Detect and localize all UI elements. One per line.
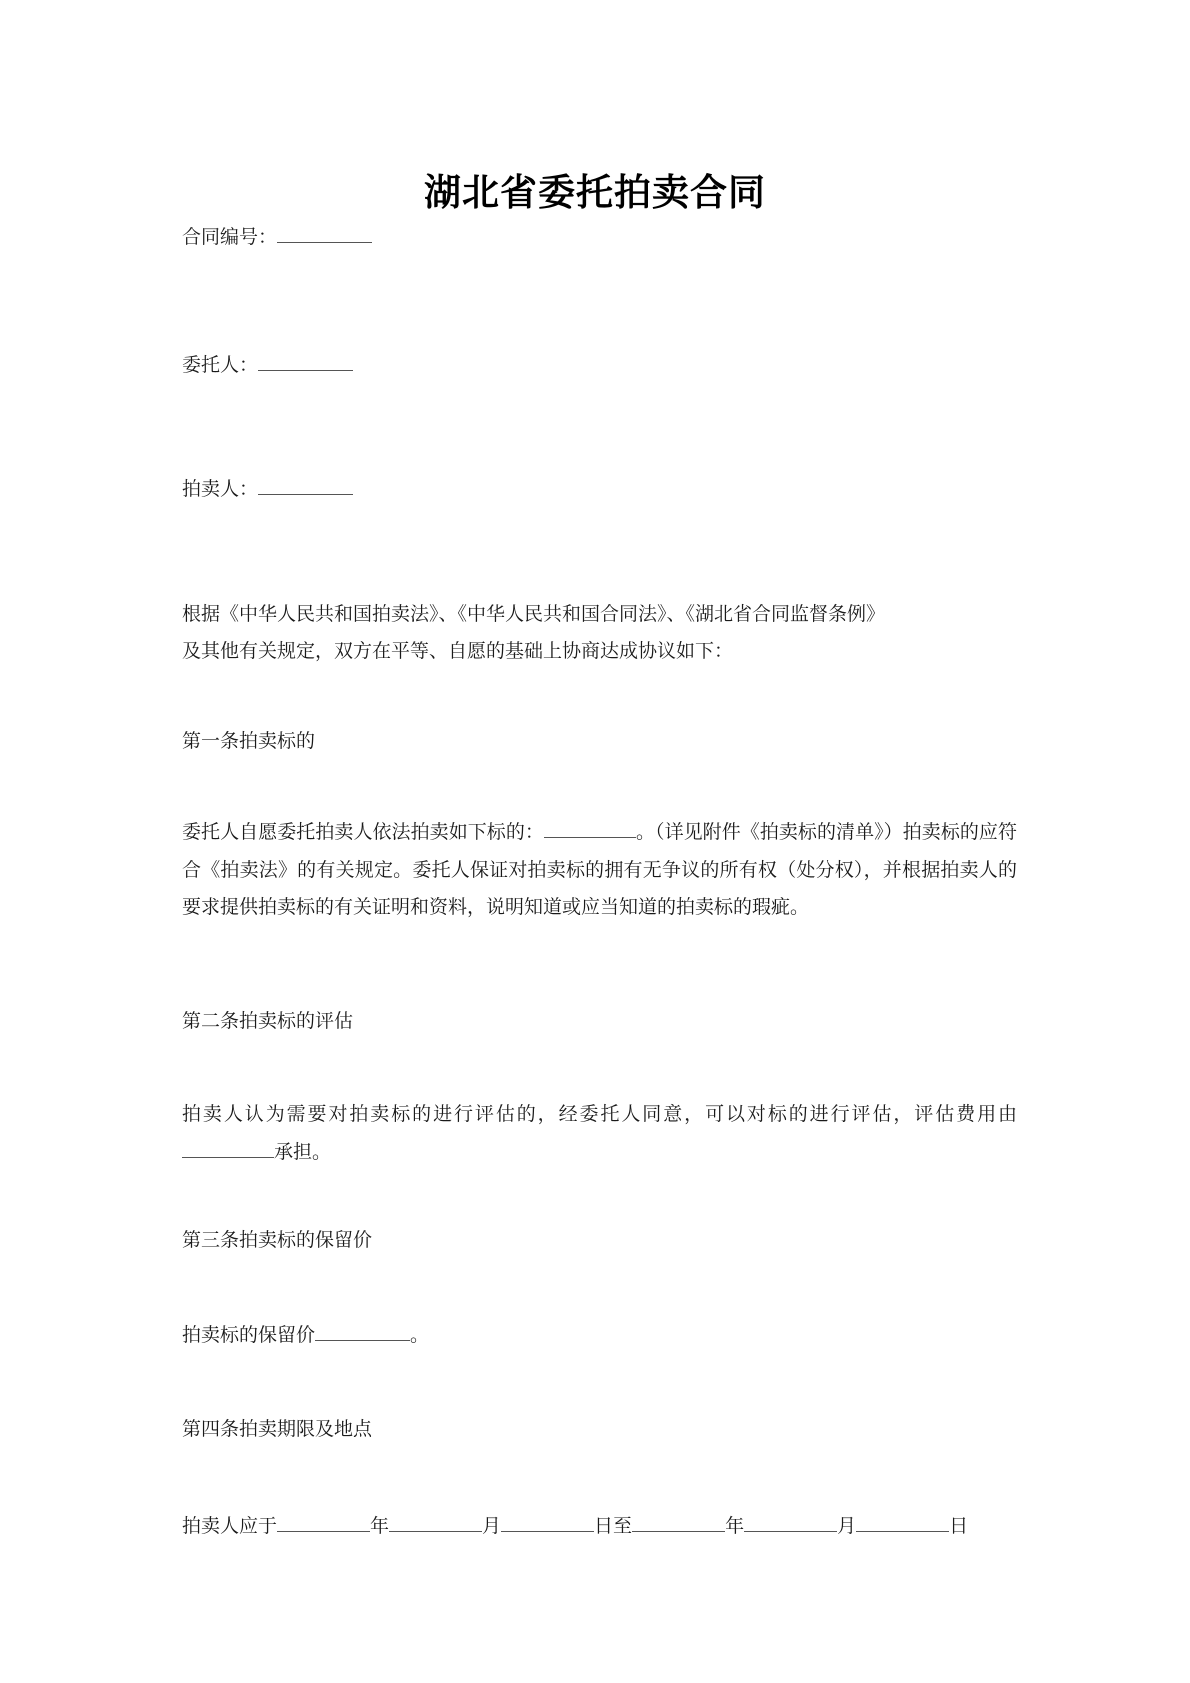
- article-3-text-before: 拍卖标的保留价: [182, 1324, 316, 1346]
- article-2-text: [182, 1096, 1017, 1171]
- article-1-text: [182, 814, 1017, 927]
- end-month-blank: [744, 1530, 837, 1532]
- start-day-to-label: 日至: [594, 1515, 633, 1537]
- article-3-text: [182, 1317, 1017, 1355]
- auctioneer-line: [182, 471, 1017, 509]
- preamble-line-2: 及其他有关规定，双方在平等、自愿的基础上协商达成协议如下：: [182, 640, 734, 662]
- article-1-blank: [544, 836, 636, 838]
- contract-number-line: [182, 219, 1017, 257]
- end-day-blank: [856, 1530, 949, 1532]
- article-4-date-range: [182, 1508, 1017, 1546]
- article-3-blank: [315, 1339, 410, 1341]
- start-year-label: 年: [370, 1515, 390, 1537]
- start-year-blank: [277, 1530, 370, 1532]
- end-year-label: 年: [725, 1515, 745, 1537]
- article-2-blank: [182, 1156, 274, 1158]
- article-1-text-after: 。（详见附件《拍卖标的清单》）拍卖标的应符合《拍卖法》的有关规定。委托人保证对拍卖标的拥有无争议的所有权（处分权），并根据拍卖人的要求提供拍卖标的有关证明和资料，说明知道或应当知道的拍卖标的瑕疵。: [182, 821, 1017, 918]
- article-4-heading: 第四条拍卖期限及地点: [182, 1418, 373, 1440]
- auctioneer-blank: [258, 493, 353, 495]
- date-prefix: 拍卖人应于: [182, 1515, 278, 1537]
- start-month-label: 月: [482, 1515, 502, 1537]
- start-month-blank: [389, 1530, 482, 1532]
- principal-label: 委托人：: [182, 354, 259, 376]
- preamble-line-1: 根据《中华人民共和国拍卖法》、《中华人民共和国合同法》、《湖北省合同监督条例》: [182, 603, 886, 625]
- start-day-blank: [501, 1530, 594, 1532]
- article-2-text-before: 拍卖人认为需要对拍卖标的进行评估的，经委托人同意，可以对标的进行评估，评估费用由: [182, 1103, 1017, 1125]
- end-year-blank: [632, 1530, 725, 1532]
- article-3-text-after: 。: [410, 1324, 430, 1346]
- principal-blank: [258, 369, 353, 371]
- article-2-heading: 第二条拍卖标的评估: [182, 1010, 354, 1032]
- auctioneer-label: 拍卖人：: [182, 478, 259, 500]
- document-title: 湖北省委托拍卖合同: [424, 171, 766, 214]
- contract-number-label: 合同编号：: [182, 226, 278, 248]
- principal-line: [182, 347, 1017, 385]
- article-1-heading: 第一条拍卖标的: [182, 730, 316, 752]
- end-month-label: 月: [837, 1515, 857, 1537]
- article-2-text-after: 承担。: [274, 1140, 332, 1163]
- contract-number-blank: [277, 241, 372, 243]
- end-day-label: 日: [949, 1515, 969, 1537]
- article-3-heading: 第三条拍卖标的保留价: [182, 1229, 373, 1251]
- article-1-text-before: 委托人自愿委托拍卖人依法拍卖如下标的：: [182, 821, 544, 843]
